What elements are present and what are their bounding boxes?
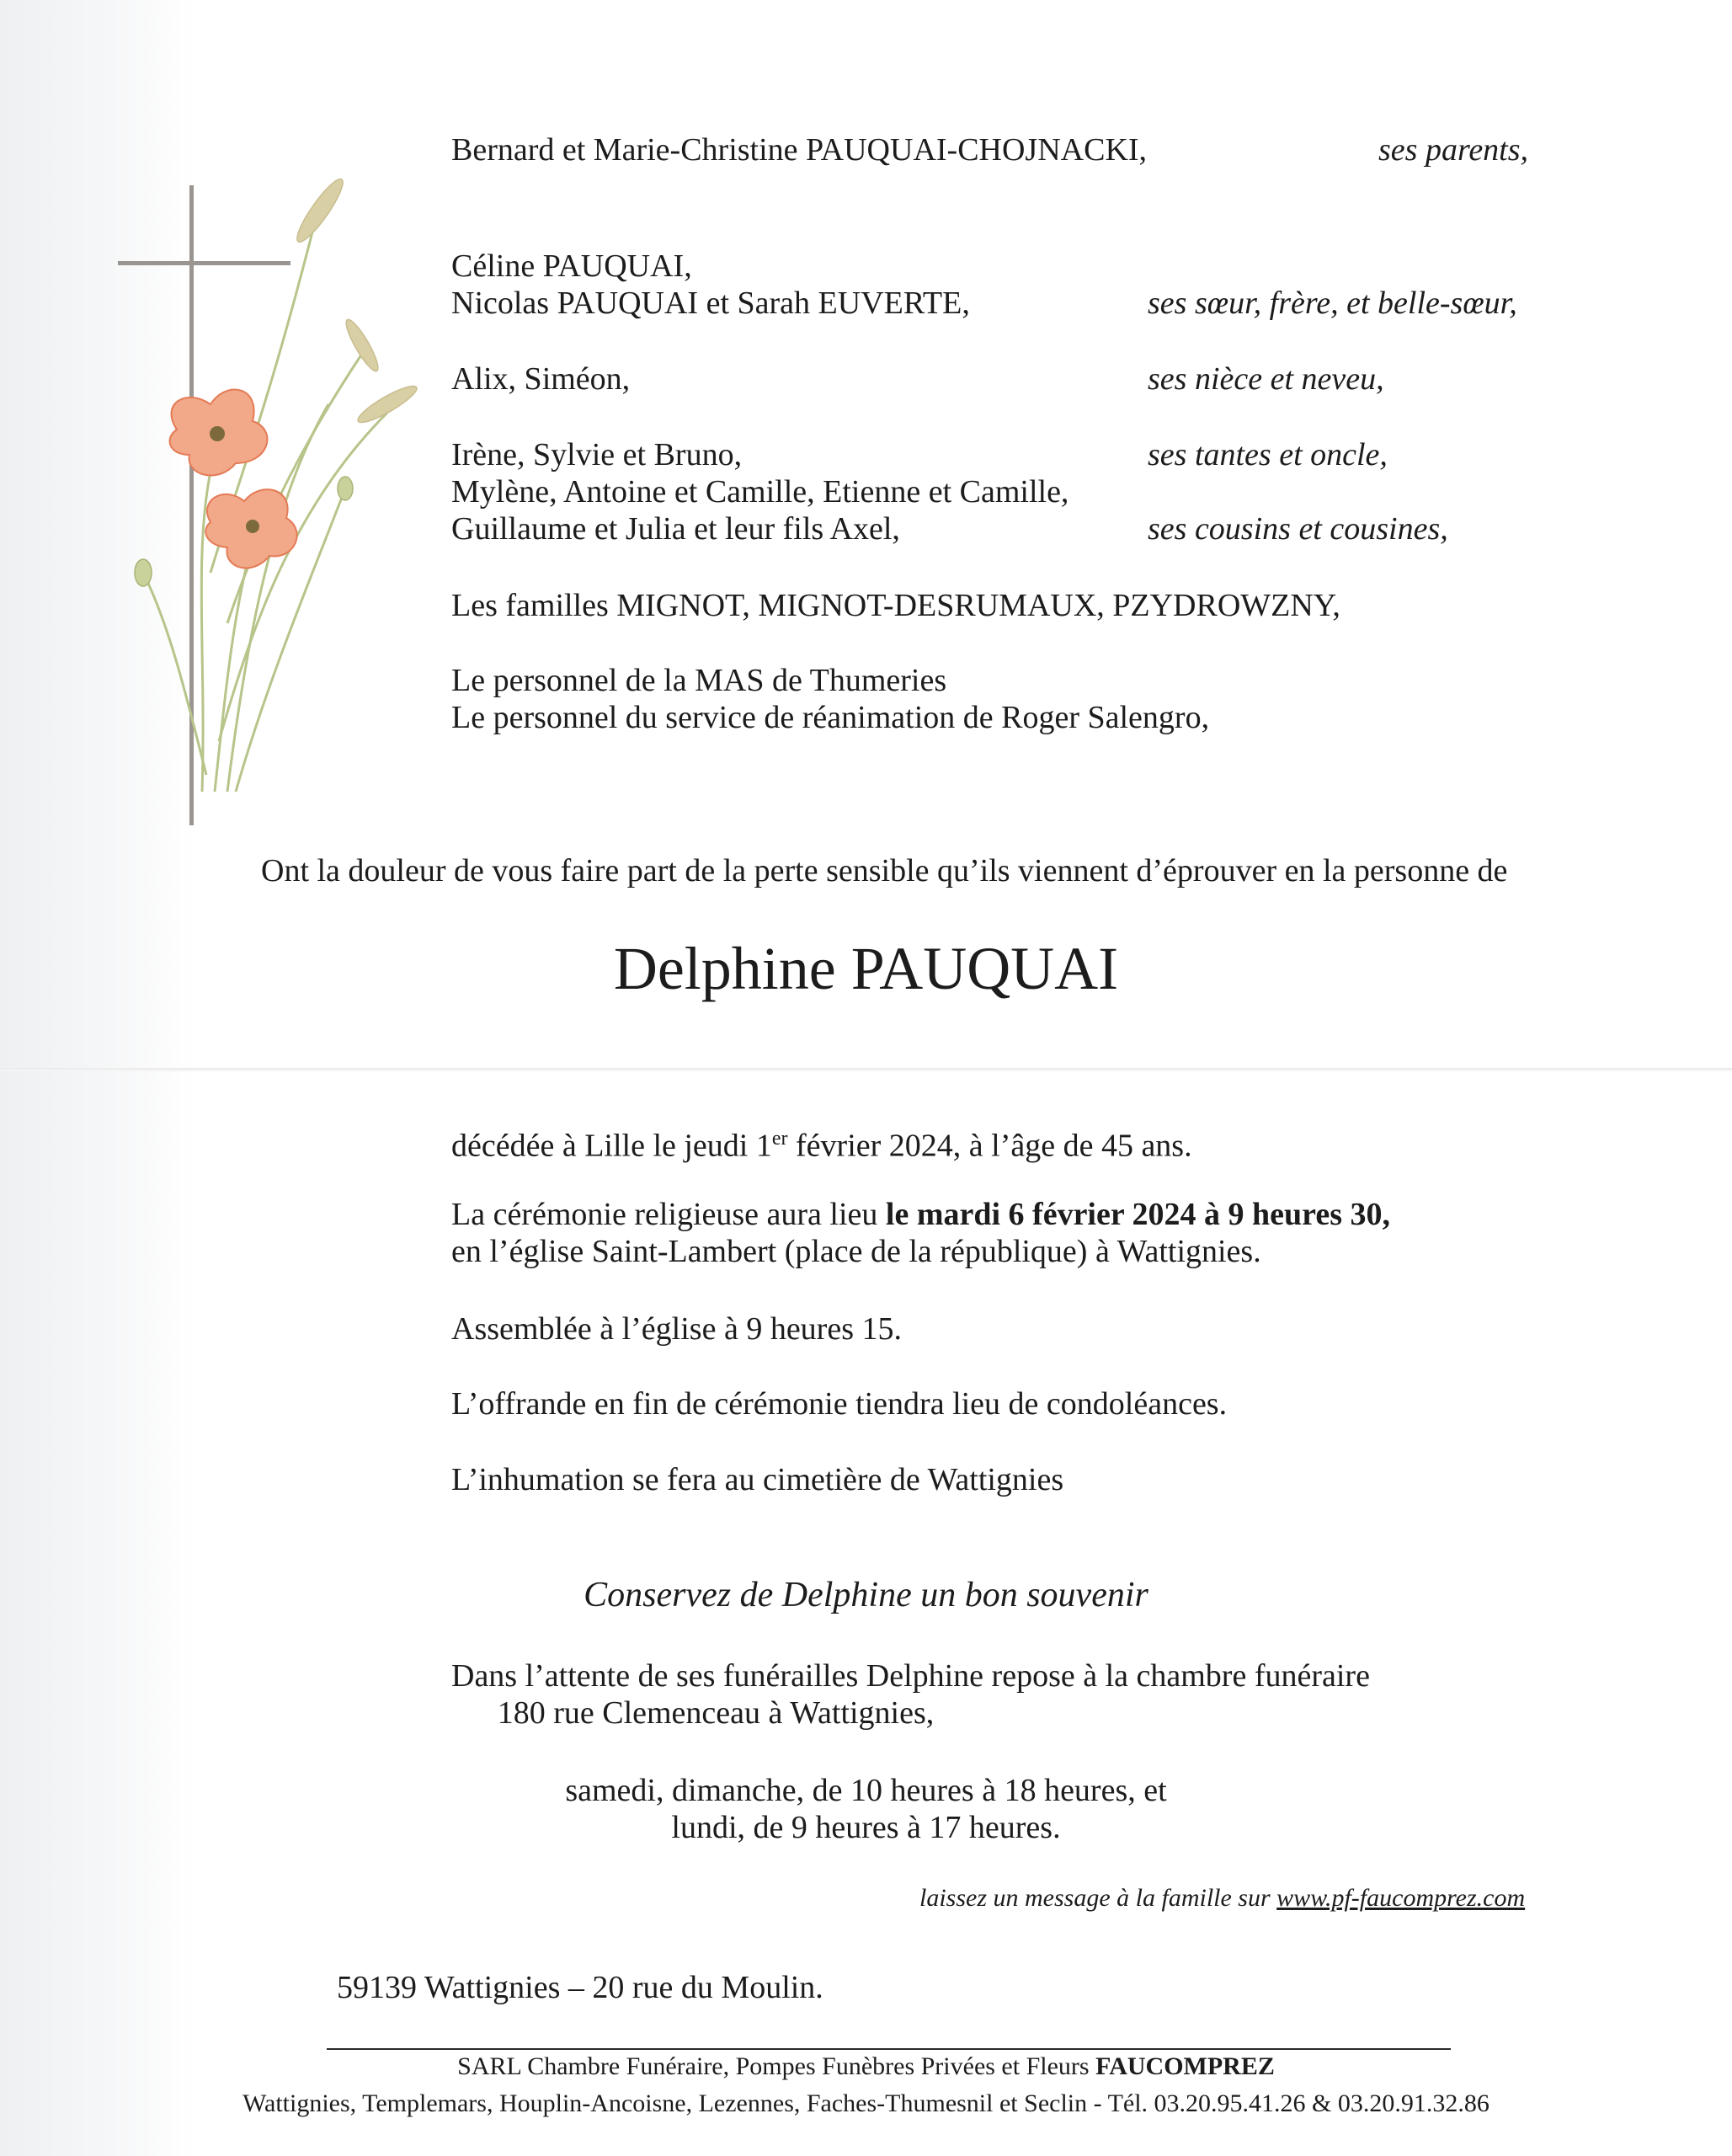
footer-company-name: FAUCOMPREZ	[1095, 2052, 1275, 2080]
niece-nephew-names: Alix, Siméon,	[451, 361, 631, 397]
staff-line-2: Le personnel du service de réanimation de Roger Salengro,	[451, 700, 1210, 735]
aunts-names: Irène, Sylvie et Bruno,	[451, 437, 743, 472]
families-line: Les familles MIGNOT, MIGNOT-DESRUMAUX, PZYDROWZNY,	[451, 588, 1340, 623]
aunts-relation: ses tantes et oncle,	[1148, 437, 1388, 472]
cross-horizontal-bar	[118, 261, 290, 265]
rest-line-1: Dans l’attente de ses funérailles Delphine repose à la chambre funéraire	[451, 1658, 1370, 1694]
siblings-relation: ses sœur, frère, et belle-sœur,	[1148, 286, 1517, 321]
death-prefix: décédée à Lille le jeudi 1	[451, 1128, 772, 1164]
niece-nephew-relation: ses nièce et neveu,	[1148, 361, 1384, 397]
deceased-name: Delphine PAUQUAI	[613, 935, 1119, 1002]
siblings-line-1: Céline PAUQUAI,	[451, 248, 692, 284]
page-fold-line	[0, 1068, 1732, 1071]
ceremony-prefix: La cérémonie religieuse aura lieu	[451, 1197, 886, 1232]
hours-line-2: lundi, de 9 heures à 17 heures.	[671, 1810, 1061, 1845]
hours-line-1: samedi, dimanche, de 10 heures à 18 heures, et	[565, 1773, 1167, 1808]
footer-company	[0, 2052, 1732, 2082]
death-line	[451, 1120, 1192, 1165]
footer-company-prefix: SARL Chambre Funéraire, Pompes Funèbres Privées et Fleurs	[457, 2052, 1096, 2080]
ceremony-date-time: le mardi 6 février 2024 à 9 heures 30,	[885, 1197, 1390, 1232]
ceremony-line	[451, 1196, 1390, 1233]
death-suffix: février 2024, à l’âge de 45 ans.	[787, 1128, 1192, 1164]
ceremony-place: en l’église Saint-Lambert (place de la république) à Wattignies.	[451, 1234, 1261, 1269]
cousins-line-1: Mylène, Antoine et Camille, Etienne et Camille,	[451, 474, 1069, 510]
souvenir-line: Conservez de Delphine un bon souvenir	[584, 1576, 1148, 1614]
parents-relation: ses parents,	[1378, 132, 1529, 168]
cousins-relation: ses cousins et cousines,	[1148, 511, 1448, 547]
footer-locations: Wattignies, Templemars, Houplin-Ancoisne, Lezennes, Faches-Thumesnil et Seclin - Tél. 03.20.95.41.26 & 03.20.91.32.86	[242, 2089, 1490, 2117]
wheat-icon	[291, 174, 420, 427]
home-address: 59139 Wattignies – 20 rue du Moulin.	[337, 1970, 823, 2005]
message-prefix: laissez un message à la famille sur	[919, 1884, 1277, 1912]
cross-poppies-illustration	[109, 152, 463, 825]
message-line	[919, 1883, 1525, 1913]
offering-line: L’offrande en fin de cérémonie tiendra lieu de condoléances.	[451, 1386, 1228, 1422]
poppy-flower-icon	[205, 489, 296, 568]
siblings-line-2: Nicolas PAUQUAI et Sarah EUVERTE,	[451, 286, 970, 321]
parents-names: Bernard et Marie-Christine PAUQUAI-CHOJNACKI,	[451, 132, 1148, 168]
rest-line-2: 180 rue Clemenceau à Wattignies,	[497, 1695, 935, 1731]
death-superscript: er	[771, 1128, 788, 1150]
assembly-line: Assemblée à l’église à 9 heures 15.	[451, 1311, 902, 1347]
poppy-flower-icon	[170, 390, 268, 476]
announcement-intro: Ont la douleur de vous faire part de la perte sensible qu’ils viennent d’éprouver en la personne de	[261, 853, 1508, 889]
website-link[interactable]: www.pf-faucomprez.com	[1276, 1884, 1526, 1912]
cousins-line-2: Guillaume et Julia et leur fils Axel,	[451, 511, 900, 547]
cross-vertical-bar	[189, 185, 194, 825]
burial-line: L’inhumation se fera au cimetière de Wattignies	[451, 1462, 1064, 1497]
footer-rule	[327, 2048, 1451, 2050]
staff-line-1: Le personnel de la MAS de Thumeries	[451, 663, 947, 698]
